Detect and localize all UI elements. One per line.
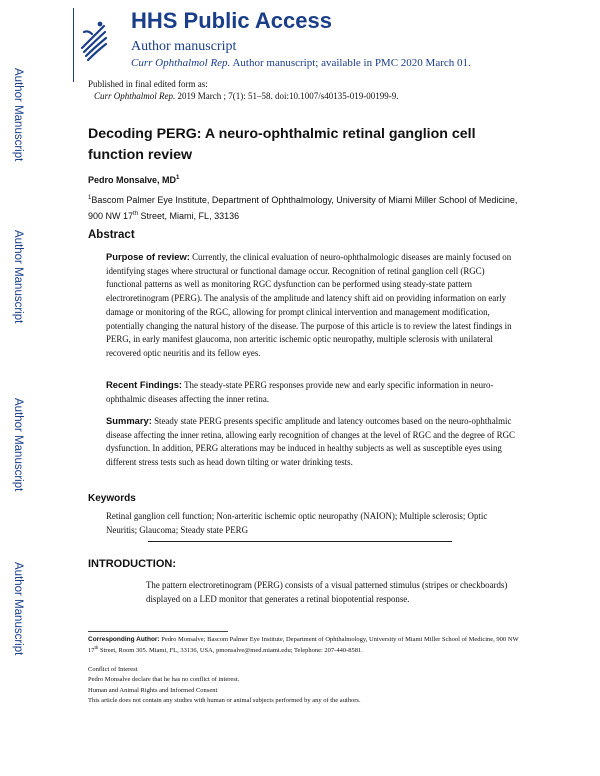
- sidebar-label: Author Manuscript: [12, 230, 24, 324]
- hhs-logo-icon: [78, 18, 110, 64]
- corr-label: Corresponding Author:: [88, 636, 160, 643]
- publication-journal: Curr Ophthalmol Rep.: [94, 91, 176, 101]
- ethics-heading: Human and Animal Rights and Informed Consent: [88, 687, 218, 694]
- abstract-heading: Abstract: [88, 229, 135, 241]
- corr-th: th: [94, 645, 99, 651]
- introduction-heading: INTRODUCTION:: [88, 558, 176, 570]
- corr-text-2: Street, Room 305. Miami, FL, 33136, USA, pmonsalve@med.miami.edu; Telephone: 207-440-8581.: [98, 646, 363, 654]
- article-title: Decoding PERG: A neuro-ophthalmic retinal ganglion cell function review: [88, 126, 476, 163]
- abstract-findings: [106, 378, 522, 406]
- sidebar-label: Author Manuscript: [12, 398, 24, 492]
- findings-text: The steady-state PERG responses provide new and early specific information in neuro-ophthalmic diseases affecting the inner retina.: [106, 380, 494, 404]
- author-name: [88, 175, 179, 185]
- affil-th: th: [133, 211, 139, 217]
- sidebar-label: Author Manuscript: [12, 562, 24, 656]
- author-affiliation: [88, 191, 528, 223]
- publication-details: 2019 March ; 7(1): 51–58. doi:10.1007/s40135-019-00199-9.: [177, 91, 399, 101]
- availability-text: Author manuscript; available in PMC 2020 March 01.: [232, 57, 471, 69]
- abstract-purpose: [106, 250, 522, 361]
- coi-heading: Conflict of Interest: [88, 666, 138, 673]
- abstract-summary: [106, 414, 522, 470]
- purpose-label: Purpose of review:: [106, 251, 190, 262]
- availability-line: [131, 57, 471, 69]
- published-label: Published in final edited form as:: [88, 79, 208, 89]
- corr-text-1: Pedro Monsalve; Bascom Palmer Eye Institute, Department of Ophthalmology, University of Miami Miller School of Medicine, 900 NW 17: [88, 636, 519, 654]
- findings-label: Recent Findings:: [106, 379, 183, 390]
- section-divider: [148, 541, 452, 542]
- publication-citation: [94, 91, 399, 101]
- coi-text: Pedro Monsalve declare that he has no conflict of interest.: [88, 676, 240, 683]
- summary-text: Steady state PERG presents specific amplitude and latency outcomes based on the neuro-ophthalmic disease affecting the inner retina, allowing early recognition of changes at the level of RGC and the degree of RGC dysfunction. In addition, PERG alterations may be induced in healthy subjects as well as susceptible eyes using different stress tests such as head down tilting or water drinking tests.: [106, 416, 515, 468]
- sidebar-label: Author Manuscript: [12, 68, 24, 162]
- author-text: Pedro Monsalve, MD: [88, 175, 177, 185]
- keywords-heading: Keywords: [88, 493, 136, 504]
- affil-text-2: Street, Miami, FL, 33136: [138, 211, 240, 221]
- affil-sup: 1: [88, 195, 92, 201]
- page-title: HHS Public Access: [131, 8, 332, 33]
- manuscript-label: Author manuscript: [131, 39, 237, 54]
- ethics-text: This article does not contain any studies with human or animal subjects performed by any of the authors.: [88, 697, 361, 704]
- corresponding-author: [88, 636, 528, 656]
- affil-text-1: Bascom Palmer Eye Institute, Department of Ophthalmology, University of Miami Miller School of Medicine, 900 NW 17: [88, 195, 518, 221]
- introduction-text: The pattern electroretinogram (PERG) consists of a visual patterned stimulus (stripes or checkboards) displayed on a LED monitor that generates a retinal biopotential response.: [146, 580, 508, 604]
- summary-label: Summary:: [106, 415, 152, 426]
- purpose-text: Currently, the clinical evaluation of neuro-ophthalmologic diseases are mainly focused on identifying stages where structural or functional damage occur. Recognition of retinal ganglion cell (RGC) functional patterns as well as monitoring RGC dysfunction can be performed using steady-state pattern electroretinogram (PERG). The analysis of the amplitude and latency shift aid on providing information on early damage or monitoring of the RGC, allowing for prompt clinical intervention and management modification, potentially changing the natural history of the disease. The purpose of this article is to review the latest findings in PERG, in early manifest glaucoma, non arteritic ischemic optic neuropathy, multiple sclerosis with unilateral recovered optic neuritis and its fellow eyes.: [106, 252, 512, 358]
- header-divider: [73, 8, 74, 82]
- author-sup: 1: [176, 175, 180, 181]
- journal-name: Curr Ophthalmol Rep.: [131, 57, 231, 69]
- keywords-list: Retinal ganglion cell function; Non-arteritic ischemic optic neuropathy (NAION); Multiple sclerosis; Optic Neuritis; Glaucoma; Steady state PERG: [106, 511, 488, 535]
- footnote-divider: [88, 631, 228, 632]
